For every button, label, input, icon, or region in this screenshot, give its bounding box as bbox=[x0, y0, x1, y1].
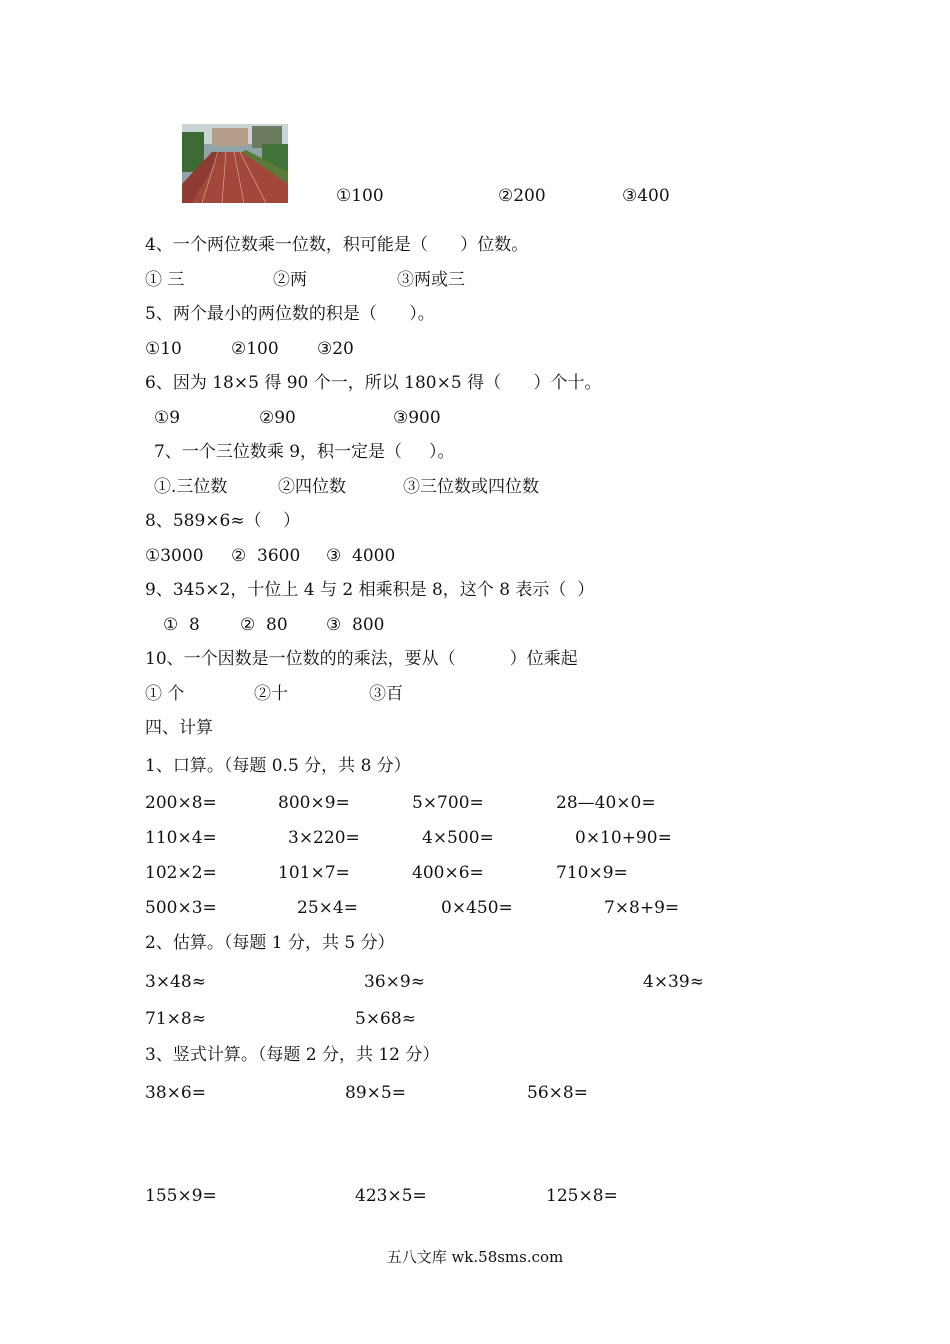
q9-option-2: ② 80 bbox=[240, 615, 288, 635]
q9-option-1: ① 8 bbox=[163, 615, 200, 635]
estimate-r1-c1: 3×48≈ bbox=[145, 972, 206, 992]
q7-option-2: ②四位数 bbox=[278, 477, 346, 497]
q7-question: 7、一个三位数乘 9，积一定是（ ）。 bbox=[154, 442, 455, 462]
q8-option-3: ③ 4000 bbox=[326, 546, 396, 566]
vertical-r2-c3: 125×8= bbox=[546, 1186, 618, 1206]
q5-option-1: ①10 bbox=[145, 339, 182, 359]
q4-option-2: ②两 bbox=[273, 270, 307, 290]
q3-option-3: ③400 bbox=[622, 186, 670, 206]
q7-option-1: ①.三位数 bbox=[154, 477, 228, 497]
q7-option-3: ③三位数或四位数 bbox=[403, 477, 539, 497]
q6-option-3: ③900 bbox=[393, 408, 441, 428]
oral-r3-c1: 102×2= bbox=[145, 863, 217, 883]
q8-question: 8、589×6≈（ ） bbox=[145, 511, 301, 531]
estimate-title: 2、估算。（每题 1 分，共 5 分） bbox=[145, 933, 395, 953]
q9-option-3: ③ 800 bbox=[326, 615, 385, 635]
q9-question: 9、345×2，十位上 4 与 2 相乘积是 8，这个 8 表示（ ） bbox=[145, 580, 595, 600]
oral-r3-c3: 400×6= bbox=[412, 863, 484, 883]
oral-r2-c4: 0×10+90= bbox=[575, 828, 672, 848]
estimate-r2-c1: 71×8≈ bbox=[145, 1009, 206, 1029]
q6-option-2: ②90 bbox=[259, 408, 296, 428]
oral-r1-c2: 800×9= bbox=[278, 793, 350, 813]
q4-option-1: ① 三 bbox=[145, 270, 185, 290]
q5-option-2: ②100 bbox=[231, 339, 279, 359]
estimate-r2-c2: 5×68≈ bbox=[355, 1009, 416, 1029]
q8-option-2: ② 3600 bbox=[231, 546, 301, 566]
vertical-r2-c1: 155×9= bbox=[145, 1186, 217, 1206]
q4-question: 4、一个两位数乘一位数，积可能是（ ）位数。 bbox=[145, 235, 529, 255]
q6-option-1: ①9 bbox=[154, 408, 181, 428]
estimate-r1-c3: 4×39≈ bbox=[643, 972, 704, 992]
q6-question: 6、因为 18×5 得 90 个一，所以 180×5 得（ ）个十。 bbox=[145, 373, 602, 393]
running-track-photo bbox=[182, 124, 288, 203]
vertical-r1-c2: 89×5= bbox=[345, 1083, 406, 1103]
q10-option-2: ②十 bbox=[254, 684, 288, 704]
q3-option-1: ①100 bbox=[336, 186, 384, 206]
q8-option-1: ①3000 bbox=[145, 546, 204, 566]
page-footer: 五八文库 wk.58sms.com bbox=[386, 1248, 564, 1266]
oral-r1-c1: 200×8= bbox=[145, 793, 217, 813]
oral-title: 1、口算。（每题 0.5 分，共 8 分） bbox=[145, 756, 411, 776]
oral-r1-c3: 5×700= bbox=[412, 793, 484, 813]
oral-r2-c1: 110×4= bbox=[145, 828, 217, 848]
oral-r1-c4: 28—40×0= bbox=[556, 793, 656, 813]
vertical-r2-c2: 423×5= bbox=[355, 1186, 427, 1206]
oral-r3-c4: 710×9= bbox=[556, 863, 628, 883]
oral-r2-c3: 4×500= bbox=[422, 828, 494, 848]
oral-r3-c2: 101×7= bbox=[278, 863, 350, 883]
q5-option-3: ③20 bbox=[317, 339, 354, 359]
vertical-r1-c3: 56×8= bbox=[527, 1083, 588, 1103]
oral-r4-c1: 500×3= bbox=[145, 898, 217, 918]
q3-option-2: ②200 bbox=[498, 186, 546, 206]
oral-r4-c2: 25×4= bbox=[297, 898, 358, 918]
q5-question: 5、两个最小的两位数的积是（ ）。 bbox=[145, 304, 435, 324]
q4-option-3: ③两或三 bbox=[397, 270, 465, 290]
estimate-r1-c2: 36×9≈ bbox=[364, 972, 425, 992]
q10-option-3: ③百 bbox=[369, 684, 403, 704]
vertical-r1-c1: 38×6= bbox=[145, 1083, 206, 1103]
vertical-title: 3、竖式计算。（每题 2 分，共 12 分） bbox=[145, 1045, 440, 1065]
oral-r2-c2: 3×220= bbox=[288, 828, 360, 848]
q10-question: 10、一个因数是一位数的的乘法，要从（ ）位乘起 bbox=[145, 649, 578, 669]
oral-r4-c3: 0×450= bbox=[441, 898, 513, 918]
oral-r4-c4: 7×8+9= bbox=[604, 898, 680, 918]
q10-option-1: ① 个 bbox=[145, 684, 185, 704]
section-4-heading: 四、计算 bbox=[145, 718, 213, 738]
